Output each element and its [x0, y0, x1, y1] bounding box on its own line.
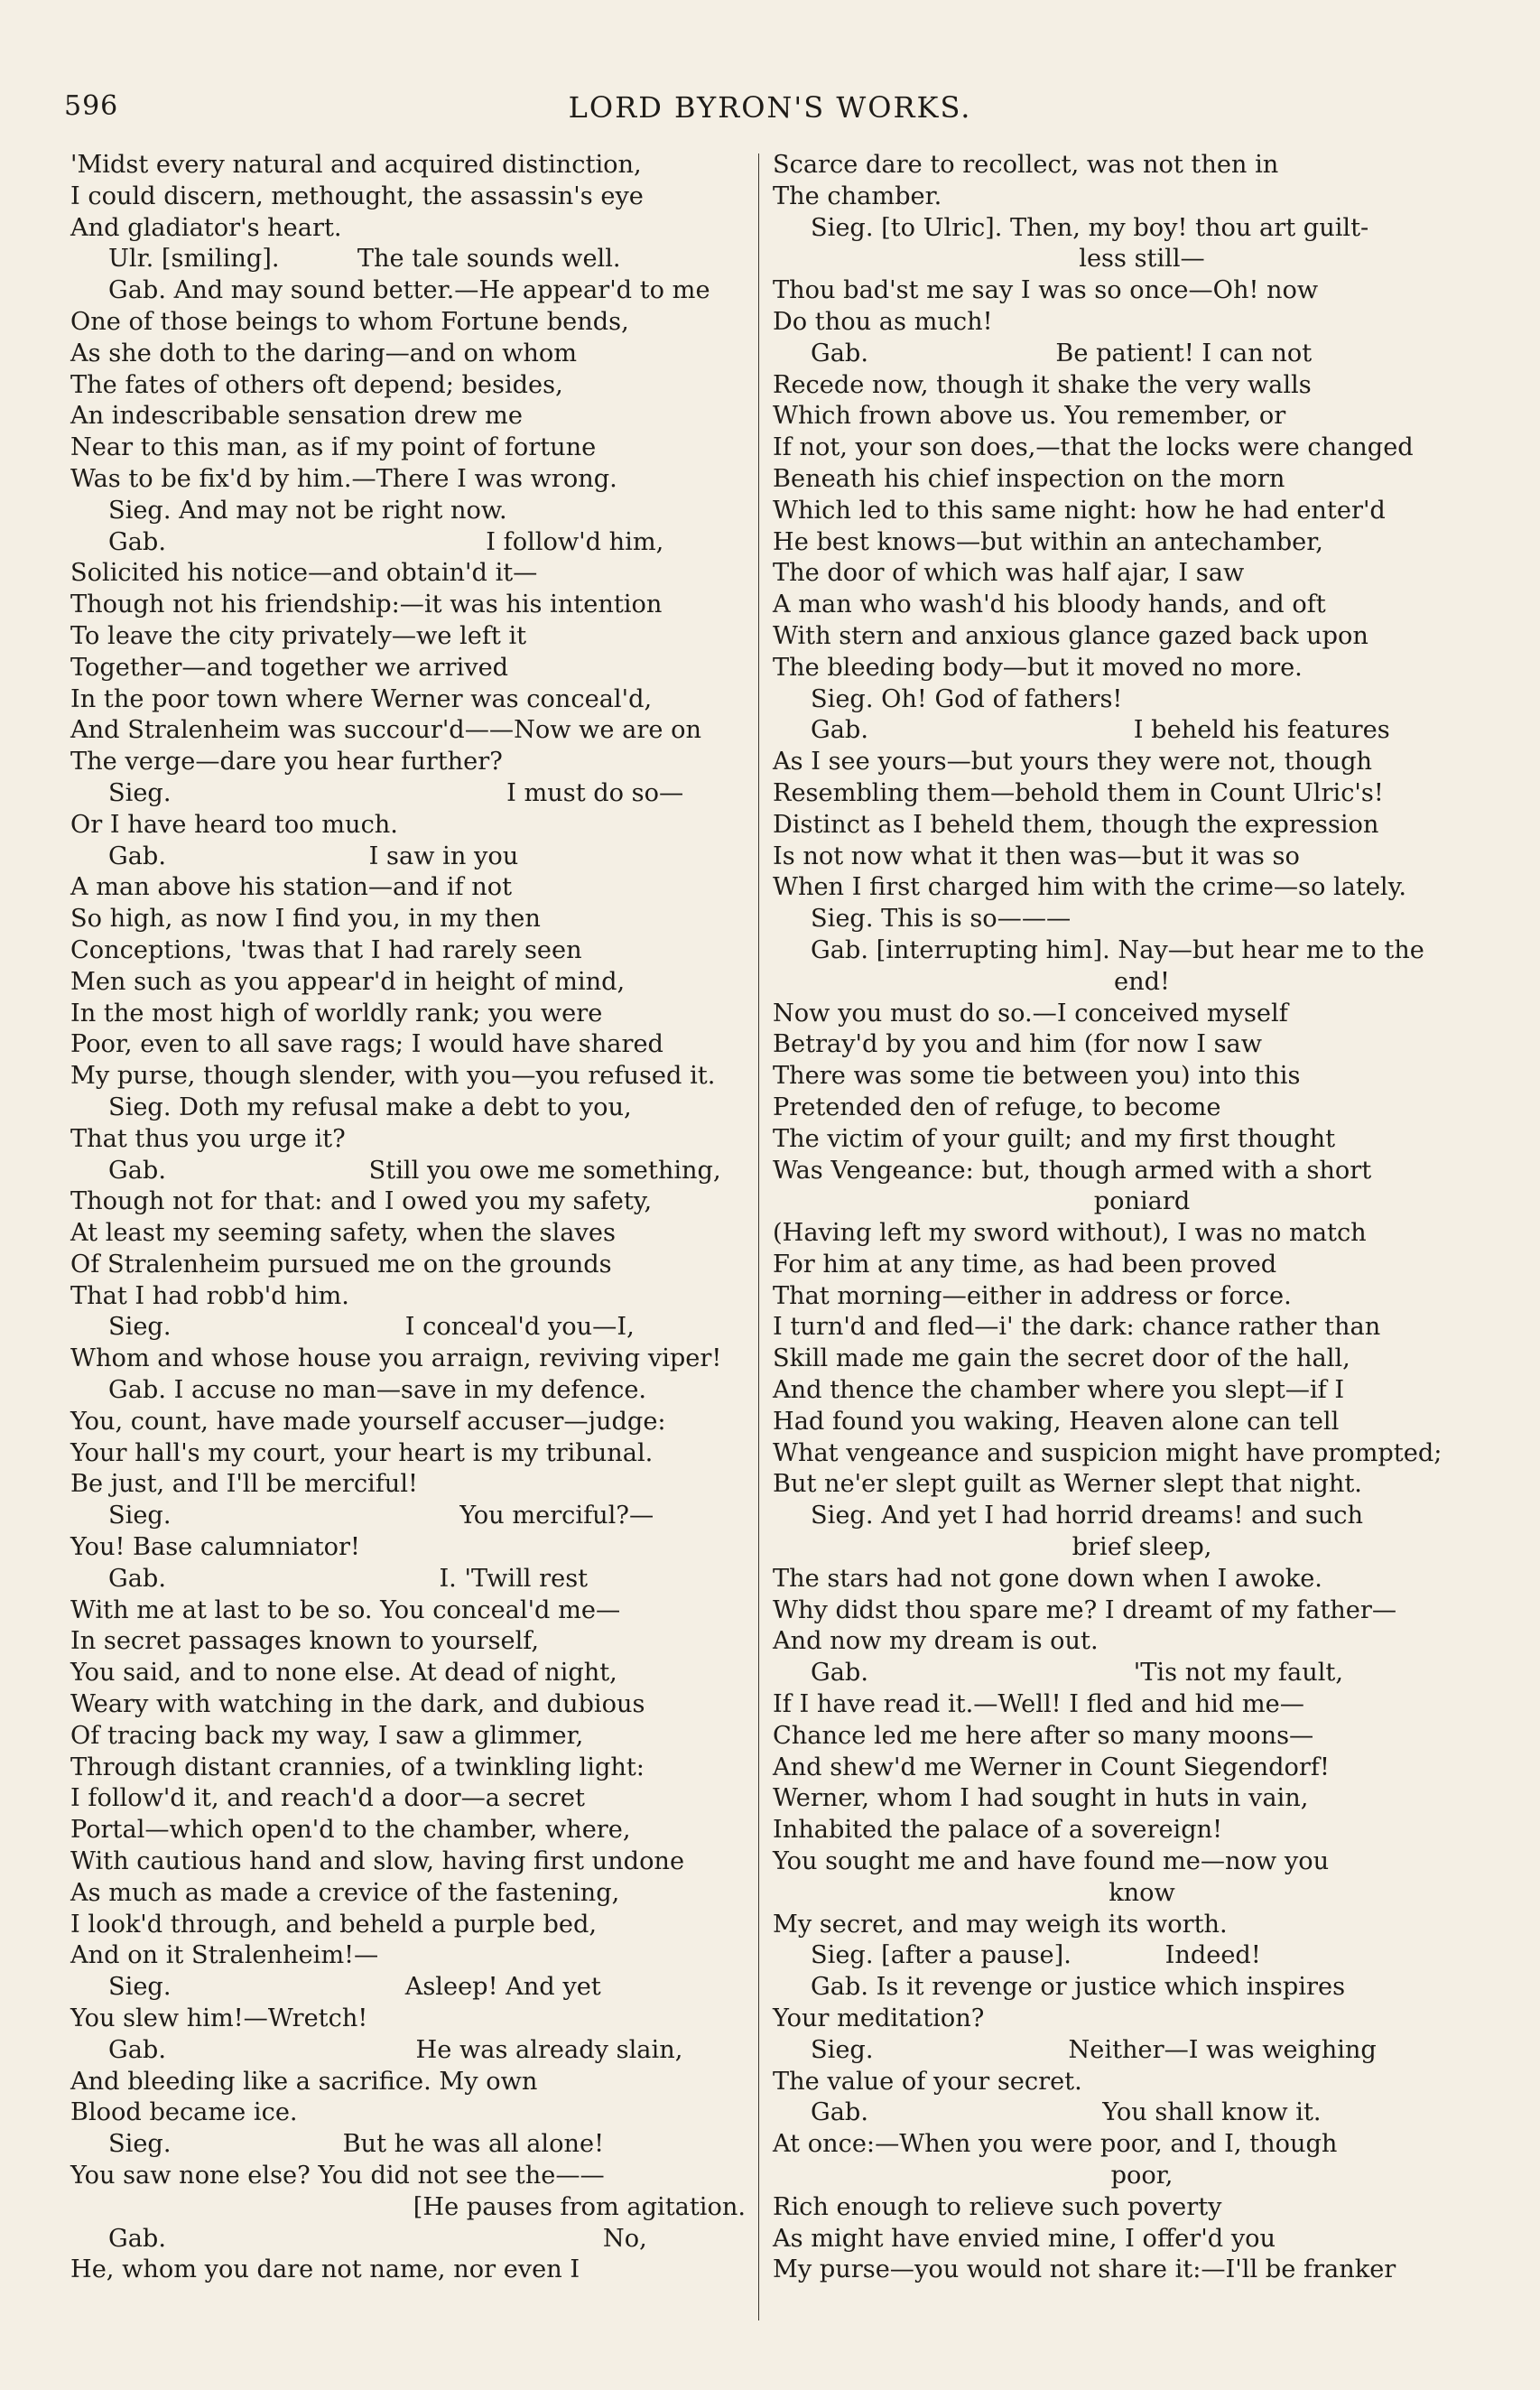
- text-line: Weary with watching in the dark, and dubious: [70, 1690, 645, 1719]
- text-line: Though not for that: and I owed you my safety,: [70, 1187, 653, 1216]
- text-line: You saw none else? You did not see the——: [70, 2162, 605, 2190]
- text-line: The value of your secret.: [773, 2067, 1082, 2096]
- text-line: Had found you waking, Heaven alone can tell: [773, 1407, 1340, 1436]
- text-line: As might have envied mine, I offer'd you: [773, 2224, 1276, 2253]
- text-line: He, whom you dare not name, nor even I: [70, 2255, 580, 2284]
- text-line: A man who wash'd his bloody hands, and oft: [773, 591, 1326, 619]
- text-line: Scarce dare to recollect, was not then in: [773, 151, 1279, 179]
- text-line: Gab. [interrupting him]. Nay—but hear me to the: [811, 935, 1424, 964]
- text-line: [He pauses from agitation.: [413, 2192, 746, 2221]
- right-column: [773, 150, 1461, 2286]
- text-line: I turn'd and fled—i' the dark: chance rather than: [773, 1313, 1381, 1342]
- text-line: Gab. And may sound better.—He appear'd to me: [108, 276, 710, 305]
- text-line: Together—and together we arrived: [70, 653, 509, 682]
- text-line: At once:—When you were poor, and I, though: [773, 2130, 1338, 2159]
- text-line: With cautious hand and slow, having first undone: [70, 1847, 685, 1876]
- left-column: [70, 150, 746, 2286]
- text-line: If not, your son does,—that the locks were changed: [773, 433, 1414, 462]
- text-line: Sieg. And may not be right now.: [108, 496, 507, 525]
- page-header: [50, 90, 1490, 126]
- text-line: And thence the chamber where you slept—if I: [773, 1376, 1345, 1405]
- text-line: Gab. I. 'Twill rest: [108, 1564, 589, 1593]
- text-line: Gab. No,: [108, 2224, 647, 2253]
- text-line: Near to this man, as if my point of fortune: [70, 433, 597, 462]
- text-line: Is not now what it then was—but it was so: [773, 842, 1300, 870]
- text-line: Sieg. [after a pause]. Indeed!: [811, 1941, 1261, 1970]
- text-line: end!: [1114, 967, 1170, 996]
- text-line: Gab. He was already slain,: [108, 2035, 683, 2064]
- text-line: Your meditation?: [773, 2004, 985, 2033]
- text-line: Or I have heard too much.: [70, 810, 398, 839]
- text-line: To leave the city privately—we left it: [70, 621, 527, 650]
- text-line: Poor, even to all save rags; I would have shared: [70, 1030, 663, 1059]
- text-line: My secret, and may weigh its worth.: [773, 1910, 1228, 1939]
- text-line: Through distant crannies, of a twinkling light:: [70, 1753, 645, 1781]
- text-line: In the most high of worldly rank; you were: [70, 999, 603, 1028]
- running-title: LORD BYRON'S WORKS.: [568, 90, 972, 125]
- text-line: Though not his friendship:—it was his intention: [70, 591, 663, 619]
- text-line: Sieg. And yet I had horrid dreams! and such: [811, 1502, 1364, 1530]
- text-line: Werner, whom I had sought in huts in vain,: [773, 1784, 1309, 1813]
- text-line: The fates of others oft depend; besides,: [70, 370, 563, 399]
- text-line: Of Stralenheim pursued me on the grounds: [70, 1250, 612, 1279]
- text-line: But ne'er slept guilt as Werner slept that night.: [773, 1470, 1362, 1499]
- text-line: Of tracing back my way, I saw a glimmer,: [70, 1721, 584, 1750]
- text-line: Sieg. This is so———: [811, 905, 1072, 934]
- text-line: Sieg. Oh! God of fathers!: [811, 684, 1123, 713]
- text-line: Resembling them—behold them in Count Ulric's!: [773, 778, 1384, 807]
- text-line: Whom and whose house you arraign, reviving viper!: [70, 1344, 722, 1373]
- text-line: Skill made me gain the secret door of the hall,: [773, 1344, 1350, 1373]
- text-line: Which led to this same night: how he had enter'd: [773, 496, 1386, 525]
- text-line: He best knows—but within an antechamber,: [773, 527, 1323, 556]
- text-line: Was Vengeance: but, though armed with a short: [773, 1156, 1372, 1185]
- text-line: With stern and anxious glance gazed back upon: [773, 621, 1368, 650]
- text-line: There was some tie between you) into this: [773, 1062, 1301, 1091]
- text-line: You! Base calumniator!: [70, 1533, 360, 1562]
- text-line: Gab. I beheld his features: [811, 716, 1390, 745]
- text-line: And bleeding like a sacrifice. My own: [70, 2067, 538, 2096]
- text-line: Your hall's my court, your heart is my tribunal.: [70, 1438, 654, 1467]
- text-line: Blood became ice.: [70, 2098, 298, 2127]
- text-line: The door of which was half ajar, I saw: [773, 559, 1245, 588]
- text-line: Gab. I follow'd him,: [108, 527, 664, 556]
- text-line: (Having left my sword without), I was no match: [773, 1219, 1367, 1248]
- text-line: Conceptions, 'twas that I had rarely seen: [70, 935, 582, 964]
- text-line: Sieg. I conceal'd you—I,: [108, 1313, 635, 1342]
- text-line: Betray'd by you and him (for now I saw: [773, 1030, 1263, 1059]
- text-line: Do thou as much!: [773, 307, 993, 336]
- text-line: less still—: [1079, 245, 1205, 274]
- text-line: That morning—either in address or force.: [773, 1281, 1292, 1310]
- text-line: 'Midst every natural and acquired distinction,: [70, 151, 642, 179]
- text-line: As much as made a crevice of the fastening,: [70, 1878, 620, 1907]
- text-line: A man above his station—and if not: [70, 873, 513, 902]
- text-line: Chance led me here after so many moons—: [773, 1721, 1314, 1750]
- text-line: Why didst thou spare me? I dreamt of my father—: [773, 1595, 1397, 1624]
- text-line: know: [1109, 1878, 1175, 1907]
- text-line: Men such as you appear'd in height of mind,: [70, 967, 626, 996]
- text-line: Be just, and I'll be merciful!: [70, 1470, 418, 1499]
- text-line: At least my seeming safety, when the slaves: [70, 1219, 616, 1248]
- text-line: Portal—which open'd to the chamber, where,: [70, 1816, 631, 1845]
- text-line: Thou bad'st me say I was so once—Oh! now: [773, 276, 1319, 305]
- text-line: Distinct as I beheld them, though the expression: [773, 810, 1379, 839]
- text-line: When I first charged him with the crime—so lately.: [773, 873, 1406, 902]
- text-line: Beneath his chief inspection on the morn: [773, 464, 1285, 493]
- text-line: Sieg. But he was all alone!: [108, 2130, 604, 2159]
- text-line: Sieg. Asleep! And yet: [108, 1973, 601, 2002]
- text-line: Now you must do so.—I conceived myself: [773, 999, 1288, 1028]
- text-line: Solicited his notice—and obtain'd it—: [70, 559, 538, 588]
- text-line: And on it Stralenheim!—: [70, 1941, 379, 1970]
- text-line: Sieg. [to Ulric]. Then, my boy! thou art guilt-: [811, 213, 1369, 242]
- text-line: So high, as now I find you, in my then: [70, 905, 541, 934]
- text-line: An indescribable sensation drew me: [70, 402, 523, 431]
- text-line: Inhabited the palace of a sovereign!: [773, 1816, 1223, 1845]
- text-line: Pretended den of refuge, to become: [773, 1093, 1221, 1121]
- text-line: That I had robb'd him.: [70, 1281, 349, 1310]
- text-line: If I have read it.—Well! I fled and hid me—: [773, 1690, 1304, 1719]
- text-line: The verge—dare you hear further?: [70, 748, 503, 777]
- text-line: And shew'd me Werner in Count Siegendorf!: [773, 1753, 1330, 1781]
- text-line: Rich enough to relieve such poverty: [773, 2192, 1222, 2221]
- text-line: Was to be fix'd by him.—There I was wrong.: [70, 464, 617, 493]
- text-line: My purse, though slender, with you—you refused it.: [70, 1062, 716, 1091]
- text-line: You slew him!—Wretch!: [70, 2004, 368, 2033]
- text-line: poniard: [1093, 1187, 1191, 1216]
- text-line: Ulr. [smiling]. The tale sounds well.: [108, 245, 621, 274]
- text-line: Gab. Still you owe me something,: [108, 1156, 721, 1185]
- text-line: Recede now, though it shake the very walls: [773, 370, 1312, 399]
- text-line: The bleeding body—but it moved no more.: [773, 653, 1303, 682]
- text-line: brief sleep,: [1072, 1533, 1212, 1562]
- page-number: 596: [64, 90, 119, 122]
- text-line: In the poor town where Werner was conceal'd,: [70, 684, 653, 713]
- text-line: I could discern, methought, the assassin's eye: [70, 181, 644, 210]
- text-line: You sought me and have found me—now you: [773, 1847, 1330, 1876]
- text-line: Gab. Is it revenge or justice which inspires: [811, 1973, 1346, 2002]
- text-line: And Stralenheim was succour'd——Now we are on: [70, 716, 701, 745]
- text-line: Sieg. Doth my refusal make a debt to you,: [108, 1093, 632, 1121]
- text-line: With me at last to be so. You conceal'd me—: [70, 1595, 621, 1624]
- text-line: Sieg. I must do so—: [108, 778, 684, 807]
- text-line: One of those beings to whom Fortune bends,: [70, 307, 629, 336]
- text-line: What vengeance and suspicion might have prompted;: [773, 1438, 1443, 1467]
- text-line: I follow'd it, and reach'd a door—a secret: [70, 1784, 585, 1813]
- text-line: My purse—you would not share it:—I'll be franker: [773, 2255, 1396, 2284]
- text-line: I look'd through, and beheld a purple bed,: [70, 1910, 598, 1939]
- text-line: As she doth to the daring—and on whom: [70, 339, 577, 367]
- text-line: Gab. I accuse no man—save in my defence.: [108, 1376, 647, 1405]
- text-line: The stars had not gone down when I awoke.: [773, 1564, 1322, 1593]
- text-line: For him at any time, as had been proved: [773, 1250, 1277, 1279]
- text-line: The chamber.: [773, 181, 942, 210]
- text-line: Sieg. You merciful?—: [108, 1502, 654, 1530]
- column-divider: [758, 153, 759, 2320]
- text-line: Gab. I saw in you: [108, 842, 519, 870]
- text-line: And now my dream is out.: [773, 1627, 1099, 1656]
- text-line: And gladiator's heart.: [70, 213, 342, 242]
- text-line: The victim of your guilt; and my first thought: [773, 1124, 1336, 1153]
- text-line: Which frown above us. You remember, or: [773, 402, 1286, 431]
- text-line: You said, and to none else. At dead of night,: [70, 1659, 617, 1688]
- text-line: Gab. Be patient! I can not: [811, 339, 1313, 367]
- text-line: Gab. You shall know it.: [811, 2098, 1322, 2127]
- text-line: That thus you urge it?: [70, 1124, 346, 1153]
- text-line: poor,: [1110, 2162, 1174, 2190]
- text-line: As I see yours—but yours they were not, though: [773, 748, 1372, 777]
- text-line: Sieg. Neither—I was weighing: [811, 2035, 1377, 2064]
- text-line: In secret passages known to yourself,: [70, 1627, 540, 1656]
- text-line: Gab. 'Tis not my fault,: [811, 1659, 1343, 1688]
- text-line: You, count, have made yourself accuser—judge:: [70, 1407, 666, 1436]
